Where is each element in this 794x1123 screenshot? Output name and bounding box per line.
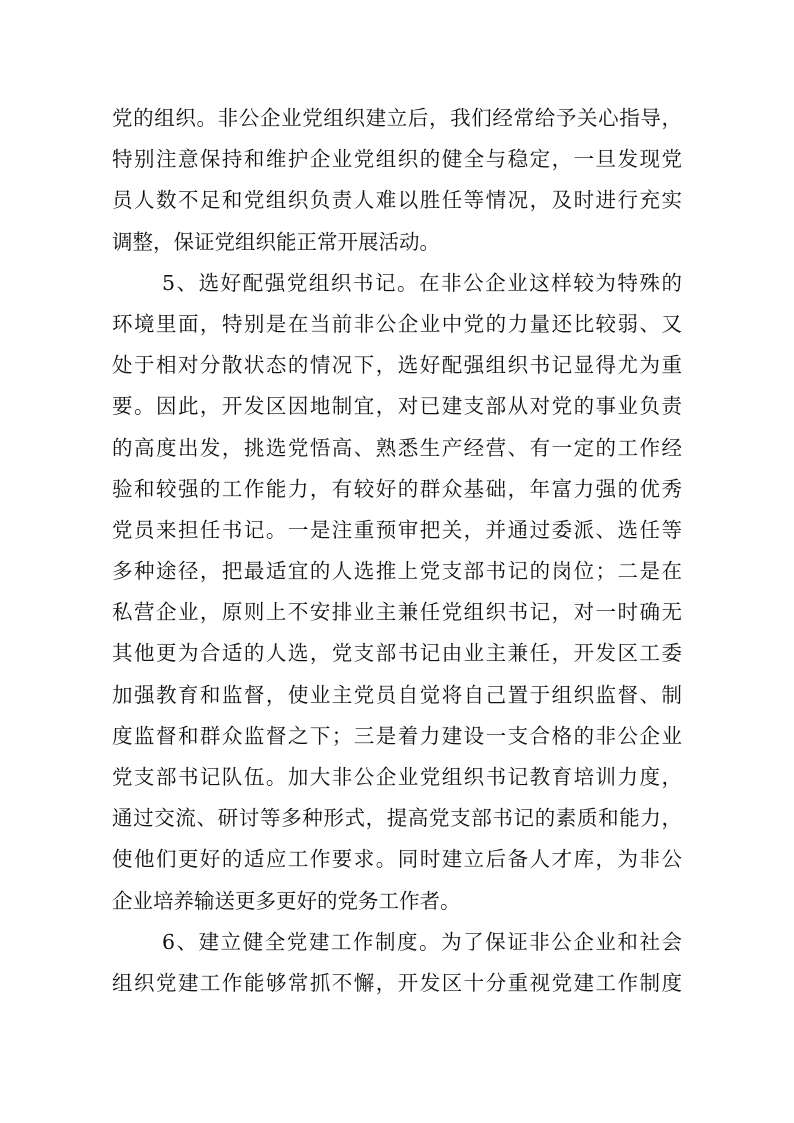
text-line: 处于相对分散状态的情况下，选好配强组织书记显得尤为重	[112, 353, 682, 378]
text-line: 党的组织。非公企业党组织建立后，我们经常给予关心指导，	[112, 106, 682, 130]
text-line: 的高度出发，挑选党悟高、熟悉生产经营、有一定的工作经	[112, 435, 682, 460]
text-line: 验和较强的工作能力，有较好的群众基础，年富力强的优秀	[112, 476, 682, 501]
text-line: 环境里面，特别是在当前非公企业中党的力量还比较弱、又	[112, 311, 682, 336]
text-line: 员人数不足和党组织负责人难以胜任等情况，及时进行充实	[112, 188, 682, 213]
paragraph-5-first-line: 5、选好配强党组织书记。在非公企业这样较为特殊的	[162, 270, 682, 295]
text-line: 度监督和群众监督之下；三是着力建设一支合格的非公企业	[112, 723, 682, 748]
text-line: 要。因此，开发区因地制宜，对已建支部从对党的事业负责	[112, 394, 682, 419]
text-line: 使他们更好的适应工作要求。同时建立后备人才库，为非公	[112, 847, 682, 872]
text-line: 多种途径，把最适宜的人选推上党支部书记的岗位；二是在	[112, 559, 682, 584]
text-line: 组织党建工作能够常抓不懈，开发区十分重视党建工作制度	[112, 970, 682, 995]
text-line: 调整，保证党组织能正常开展活动。	[112, 229, 440, 254]
text-line: 企业培养输送更多更好的党务工作者。	[112, 888, 461, 913]
text-line: 特别注意保持和维护企业党组织的健全与稳定，一旦发现党	[112, 147, 682, 172]
text-line: 其他更为合适的人选，党支部书记由业主兼任，开发区工委	[112, 641, 682, 666]
text-line: 加强教育和监督，使业主党员自觉将自己置于组织监督、制	[112, 682, 682, 707]
body-text	[112, 98, 682, 1004]
text-line: 党员来担任书记。一是注重预审把关，并通过委派、选任等	[112, 517, 682, 542]
text-line: 党支部书记队伍。加大非公企业党组织书记教育培训力度，	[112, 765, 682, 789]
text-line: 通过交流、研讨等多种形式，提高党支部书记的素质和能力，	[112, 806, 682, 831]
text-line: 私营企业，原则上不安排业主兼任党组织书记，对一时确无	[112, 600, 682, 625]
paragraph-6-first-line: 6、建立健全党建工作制度。为了保证非公企业和社会	[162, 929, 682, 954]
